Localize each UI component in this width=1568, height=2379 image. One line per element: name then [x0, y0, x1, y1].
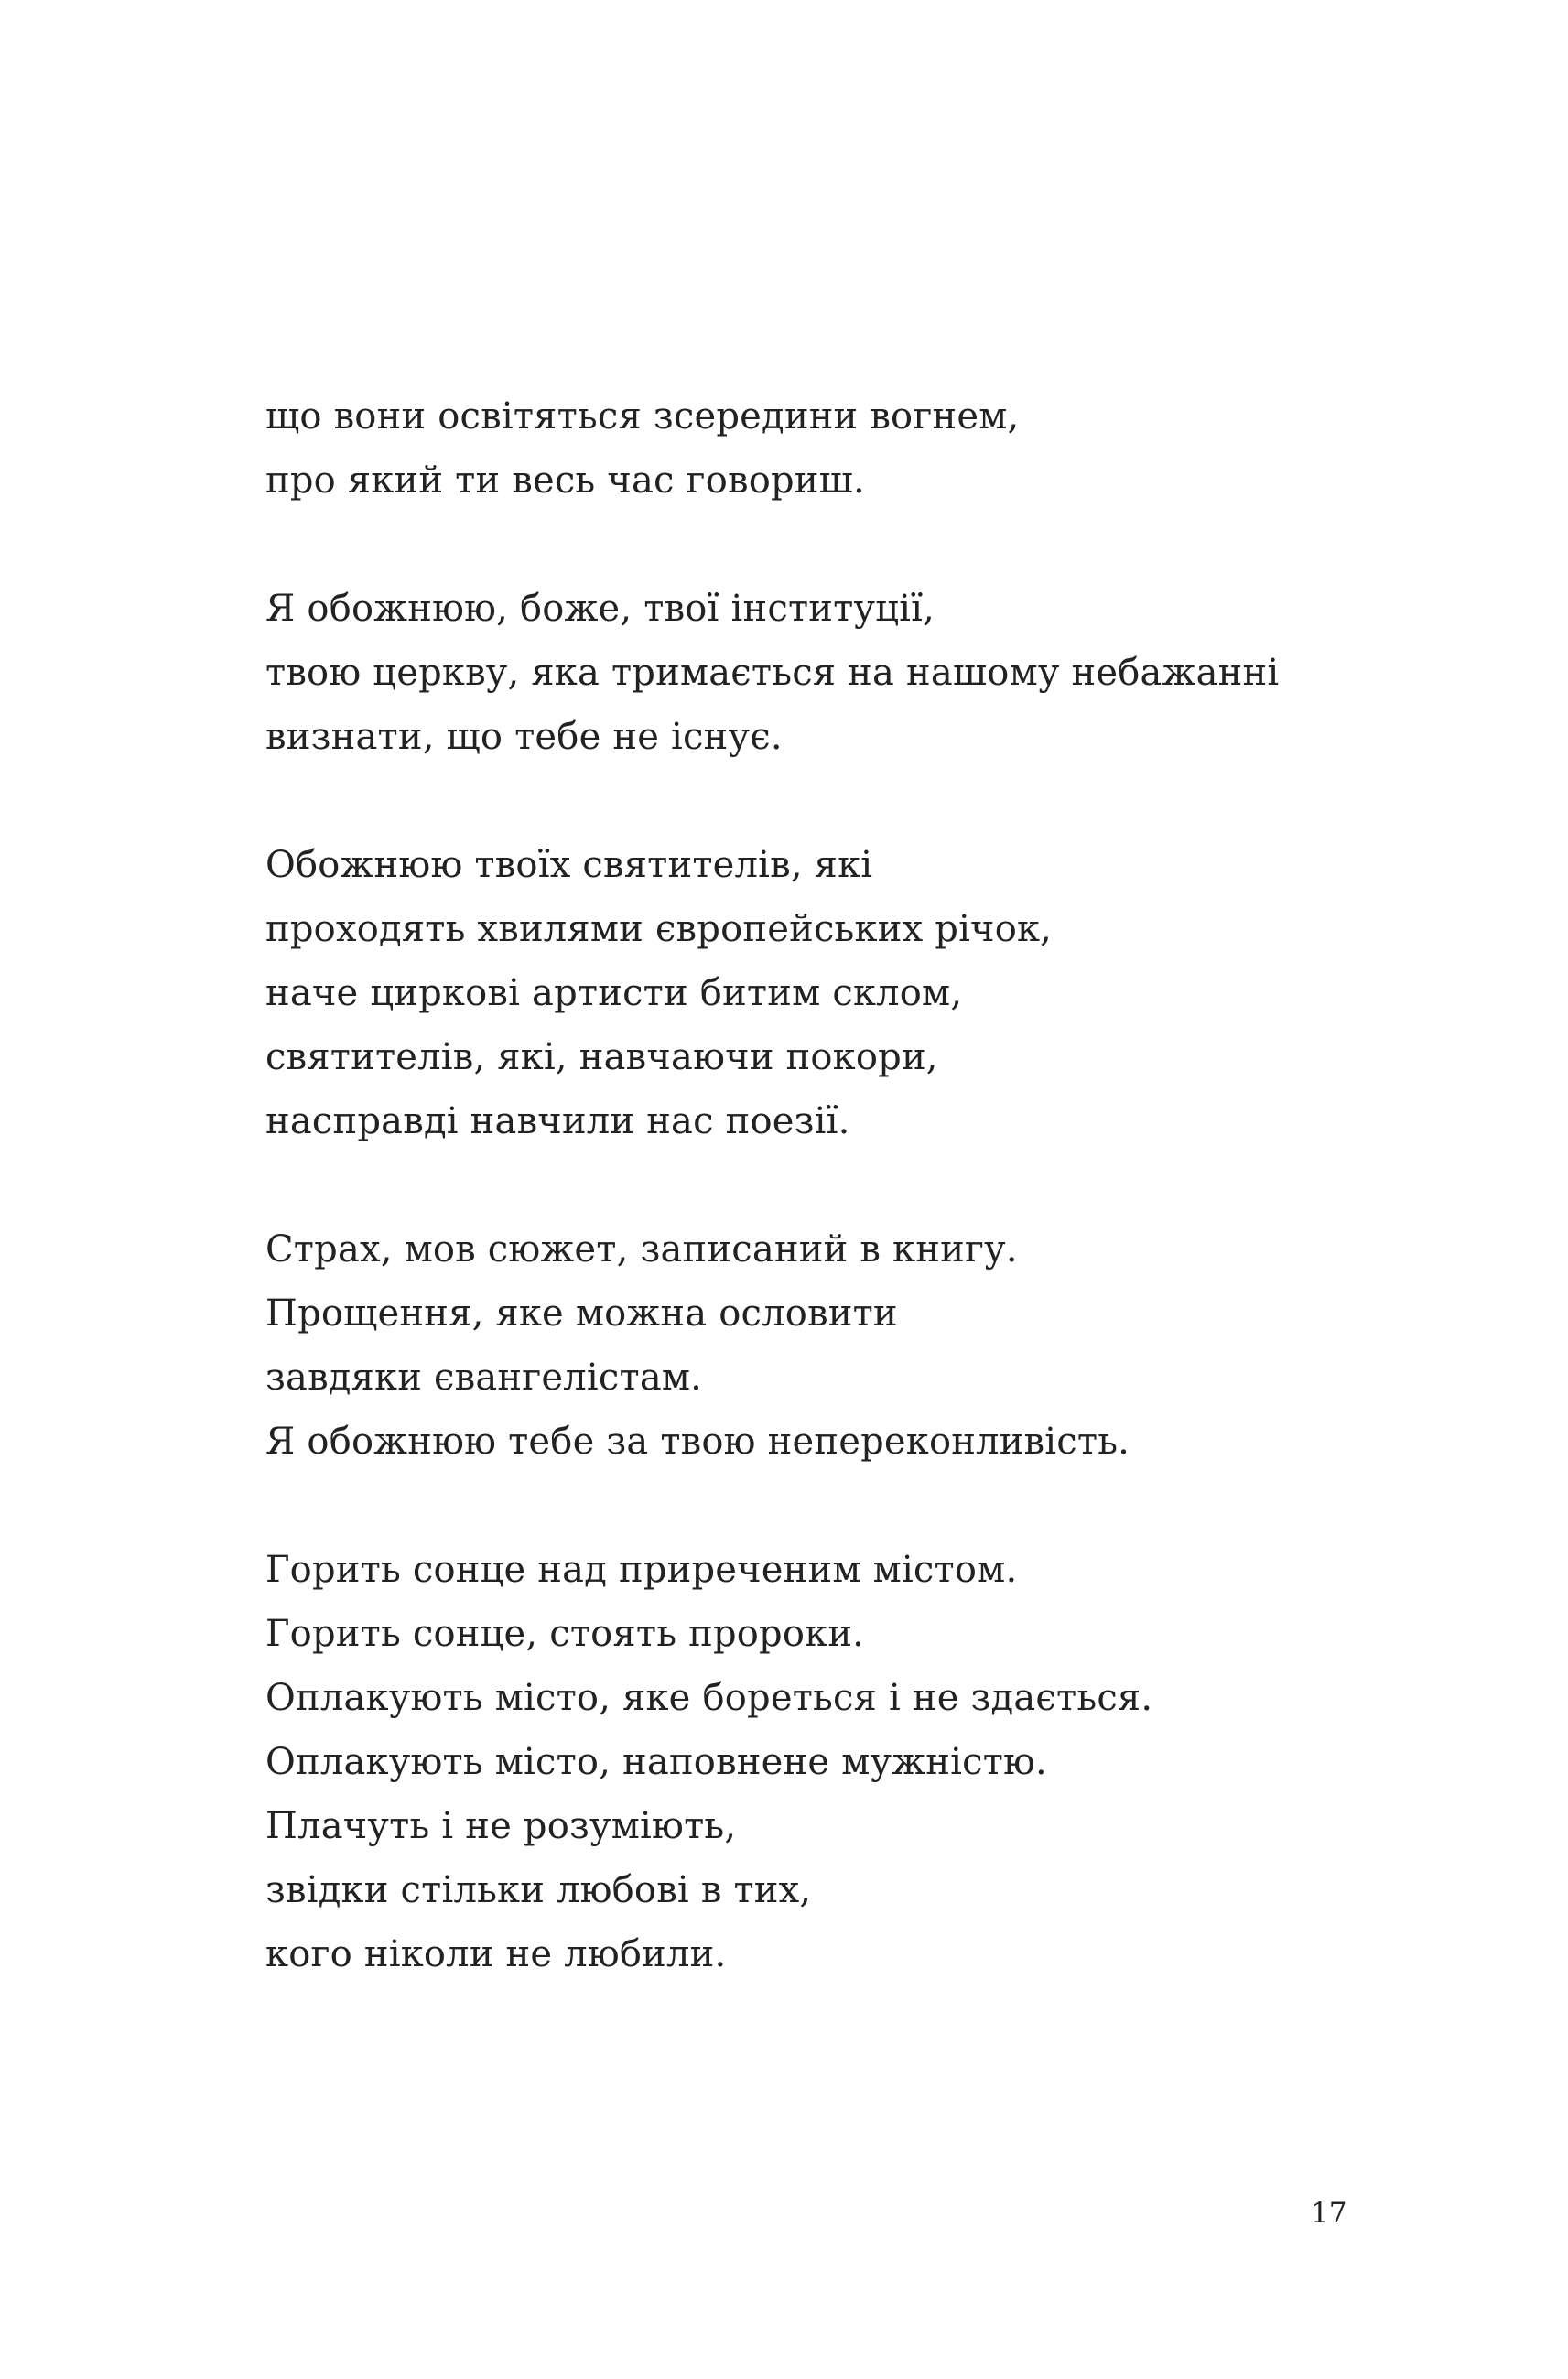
stanza-1	[265, 384, 1364, 513]
stanza-5	[265, 1538, 1364, 1986]
poem-line: Плачуть і не розуміють,	[265, 1805, 737, 1847]
poem-line: про який ти весь час говориш.	[265, 460, 865, 502]
poem-line: проходять хвилями європейських річок,	[265, 908, 1053, 950]
poem-line: Горить сонце над приреченим містом.	[265, 1549, 1018, 1591]
poem-line: Оплакують місто, наповнене мужністю.	[265, 1741, 1047, 1783]
stanza-2	[265, 577, 1364, 769]
poem-line: Оплакують місто, яке бореться і не здається.	[265, 1677, 1153, 1719]
stanza-4	[265, 1217, 1364, 1474]
poem-text	[265, 384, 1364, 2050]
poem-line: Прощення, яке можна ословити	[265, 1292, 898, 1335]
poem-line: наче циркові артисти битим склом,	[265, 972, 963, 1014]
poem-line: Я обожнюю, боже, твої інституції,	[265, 588, 935, 630]
poem-line: що вони освітяться зсередини вогнем,	[265, 395, 1020, 438]
poem-line: Я обожнюю тебе за твою непереконливість.	[265, 1421, 1130, 1463]
poem-line: святителів, які, навчаючи покори,	[265, 1036, 938, 1078]
poem-line: насправді навчили нас поезії.	[265, 1100, 850, 1142]
poem-line: Страх, мов сюжет, записаний в книгу.	[265, 1228, 1018, 1271]
poem-line: визнати, що тебе не існує.	[265, 716, 783, 758]
poem-line: твою церкву, яка тримається на нашому небажанні	[265, 652, 1280, 694]
poem-line: Обожнюю твоїх святителів, які	[265, 844, 873, 886]
stanza-3	[265, 833, 1364, 1153]
poem-line: Горить сонце, стоять пророки.	[265, 1613, 865, 1655]
page-number: 17	[1311, 2197, 1347, 2230]
poem-line: кого ніколи не любили.	[265, 1933, 727, 1975]
poem-line: звідки стільки любові в тих,	[265, 1869, 812, 1911]
poem-line: завдяки євангелістам.	[265, 1357, 703, 1399]
